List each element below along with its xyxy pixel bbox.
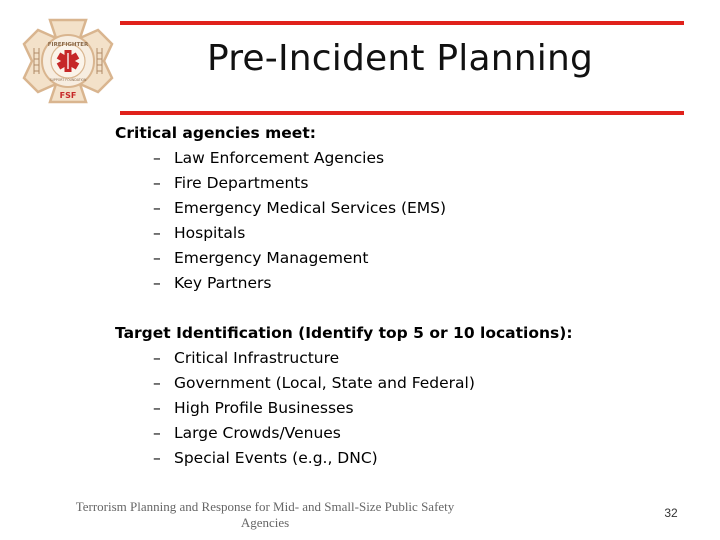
bullet-list [115,349,573,474]
page-number: 32 [664,506,678,520]
dash-bullet-icon: – [153,249,161,267]
logo-text-sub: SUPPORT FOUNDATION [49,78,87,82]
list-item: – Hospitals [153,224,246,242]
list-item: – Government (Local, State and Federal) [153,374,475,392]
list-item: – Law Enforcement Agencies [153,149,385,167]
section-target-identification [115,324,573,474]
dash-bullet-icon: – [153,374,161,392]
slide-footer: Terrorism Planning and Response for Mid- and Small-Size Public Safety Agencies [75,499,455,530]
title-rule-top [120,21,684,25]
dash-bullet-icon: – [153,224,161,242]
logo-text-top: FIREFIGHTER [47,42,89,48]
list-item: – Key Partners [153,274,272,292]
dash-bullet-icon: – [153,424,161,442]
list-item: – Fire Departments [153,174,309,192]
slide-title: Pre-Incident Planning [206,38,594,79]
logo-text-fsf: FSF [59,91,77,100]
dash-bullet-icon: – [153,449,161,467]
section-heading: Critical agencies meet: [115,124,316,142]
firefighter-support-foundation-logo [20,16,116,106]
dash-bullet-icon: – [153,349,161,367]
list-item: – Critical Infrastructure [153,349,340,367]
dash-bullet-icon: – [153,274,161,292]
dash-bullet-icon: – [153,149,161,167]
list-item: – Emergency Medical Services (EMS) [153,199,447,217]
bullet-list [115,149,446,299]
list-item: – Large Crowds/Venues [153,424,341,442]
section-heading: Target Identification (Identify top 5 or 10 locations): [115,324,573,342]
title-rule-bottom [120,111,684,115]
list-item: – Special Events (e.g., DNC) [153,449,378,467]
dash-bullet-icon: – [153,174,161,192]
dash-bullet-icon: – [153,399,161,417]
section-critical-agencies [115,124,446,299]
list-item: – High Profile Businesses [153,399,354,417]
list-item: – Emergency Management [153,249,369,267]
dash-bullet-icon: – [153,199,161,217]
